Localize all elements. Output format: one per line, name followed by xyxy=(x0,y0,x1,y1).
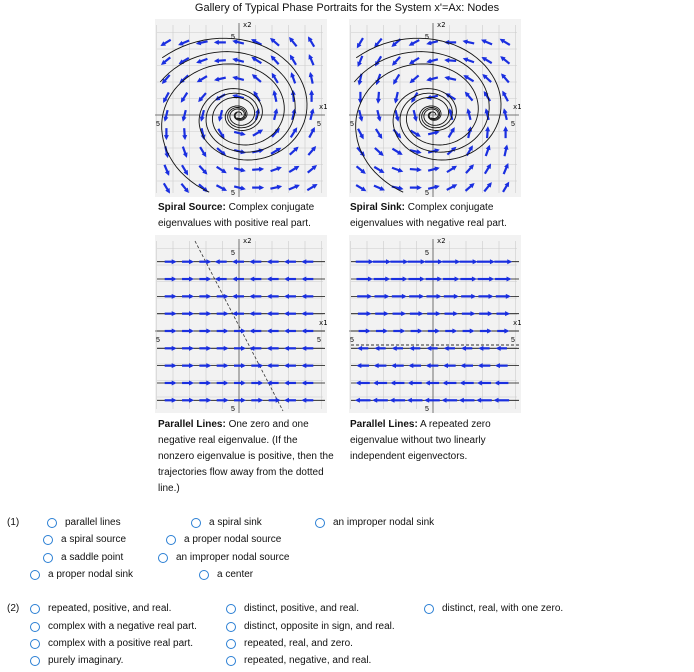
arrowhead xyxy=(356,380,361,385)
radio-icon[interactable] xyxy=(30,639,40,649)
arrowhead xyxy=(259,167,264,172)
arrowhead xyxy=(267,259,272,264)
arrowhead xyxy=(214,77,219,82)
arrowhead xyxy=(373,380,378,385)
arrowhead xyxy=(232,277,237,282)
arrowhead xyxy=(284,346,289,351)
arrowhead xyxy=(182,135,187,140)
q2-option-complex-negative[interactable]: complex with a negative real part. xyxy=(30,621,197,632)
arrowhead xyxy=(172,311,177,316)
arrowhead xyxy=(390,380,395,385)
tick-label: 5 xyxy=(231,190,235,197)
arrowhead xyxy=(503,126,508,131)
arrowhead xyxy=(436,311,441,316)
arrowhead xyxy=(232,94,237,99)
arrowhead xyxy=(240,131,245,136)
arrowhead xyxy=(461,346,466,351)
q2-option-complex-positive[interactable]: complex with a positive real part. xyxy=(30,638,193,649)
grid xyxy=(155,239,325,413)
arrowhead xyxy=(444,76,449,81)
arrowhead xyxy=(504,144,509,149)
arrowhead xyxy=(424,398,429,403)
arrowhead xyxy=(394,98,399,103)
tick-label: 5 xyxy=(350,337,354,344)
arrowhead xyxy=(434,185,439,190)
arrowhead xyxy=(284,398,289,403)
question-1-number: (1) xyxy=(7,517,20,528)
arrowhead xyxy=(485,126,490,131)
q1-option-spiral-source[interactable]: a spiral source xyxy=(43,534,126,545)
arrowhead xyxy=(277,185,282,190)
caption-parallel-lines-2: Parallel Lines: A repeated zero eigenvalue without two linearly independent eigenvectors. xyxy=(350,419,491,462)
q2-option-repeated-zero[interactable]: repeated, real, and zero. xyxy=(226,638,353,649)
arrowhead xyxy=(476,398,481,403)
arrowhead xyxy=(403,259,408,264)
arrowhead xyxy=(409,346,414,351)
arrowhead xyxy=(416,149,421,154)
grid xyxy=(349,23,519,197)
radio-icon[interactable] xyxy=(30,622,40,632)
arrowhead xyxy=(466,108,471,113)
arrowhead xyxy=(206,346,211,351)
arrowhead xyxy=(224,380,229,385)
arrowhead xyxy=(386,259,391,264)
arrowhead xyxy=(284,380,289,385)
arrowhead xyxy=(455,259,460,264)
phase-portrait-parallel-lines-1 xyxy=(155,235,327,413)
tick-label: 5 xyxy=(317,337,321,344)
arrowhead xyxy=(258,398,263,403)
gallery-title: Gallery of Typical Phase Portraits for the System x'=Ax: Nodes xyxy=(194,2,500,14)
arrowhead xyxy=(241,398,246,403)
arrowhead xyxy=(462,40,467,45)
arrowhead xyxy=(367,311,372,316)
radio-icon[interactable] xyxy=(30,604,40,614)
arrowhead xyxy=(241,346,246,351)
arrowhead xyxy=(249,329,254,334)
arrowhead xyxy=(206,277,211,282)
tick-label: 5 xyxy=(156,337,160,344)
arrowhead xyxy=(310,108,315,113)
y-axis-label: x2 xyxy=(243,21,252,29)
phase-portrait-parallel-lines-2 xyxy=(349,235,521,413)
q1-option-spiral-sink[interactable]: a spiral sink xyxy=(191,517,262,528)
arrowhead xyxy=(249,259,254,264)
arrowhead xyxy=(403,277,408,282)
arrowhead xyxy=(267,311,272,316)
arrowhead xyxy=(172,277,177,282)
radio-icon[interactable] xyxy=(191,518,201,528)
arrowhead xyxy=(284,259,289,264)
arrowhead xyxy=(401,311,406,316)
q1-option-proper-nodal-sink[interactable]: a proper nodal sink xyxy=(30,569,133,580)
radio-icon[interactable] xyxy=(226,639,236,649)
arrowhead xyxy=(477,380,482,385)
arrowhead xyxy=(408,380,413,385)
arrowhead xyxy=(309,90,314,95)
arrowhead xyxy=(453,311,458,316)
tick-label: 5 xyxy=(231,34,235,41)
radio-icon[interactable] xyxy=(424,604,434,614)
arrowhead xyxy=(206,311,211,316)
arrowhead xyxy=(438,259,443,264)
arrowhead xyxy=(240,168,245,173)
q1-option-improper-nodal-sink[interactable]: an improper nodal sink xyxy=(315,517,434,528)
arrowhead xyxy=(372,398,377,403)
arrowhead xyxy=(496,346,501,351)
q2-option-distinct-positive[interactable]: distinct, positive, and real. xyxy=(226,603,359,614)
arrowhead xyxy=(470,311,475,316)
arrowhead xyxy=(426,59,431,64)
arrowhead xyxy=(459,398,464,403)
caption-parallel-lines-1: Parallel Lines: One zero and one negative real eigenvalue. (If the nonzero eigenvalue is positive, then the trajectories flow away from the dotted line.) xyxy=(158,419,334,494)
arrowhead xyxy=(390,398,395,403)
arrowhead xyxy=(426,346,431,351)
x-axis-label: x1 xyxy=(513,319,521,327)
q2-option-distinct-opposite[interactable]: distinct, opposite in sign, and real. xyxy=(226,621,395,632)
tick-label: 5 xyxy=(425,406,429,413)
arrowhead xyxy=(206,259,211,264)
q1-option-parallel-lines[interactable]: parallel lines xyxy=(47,517,121,528)
arrowhead xyxy=(434,130,439,135)
arrowhead xyxy=(400,329,405,334)
arrowhead xyxy=(249,277,254,282)
arrowhead xyxy=(490,259,495,264)
arrowhead xyxy=(258,380,263,385)
question-2-number: (2) xyxy=(7,603,20,614)
arrowhead xyxy=(478,346,483,351)
arrowhead xyxy=(392,346,397,351)
arrowhead xyxy=(172,346,177,351)
radio-icon[interactable] xyxy=(47,518,57,528)
arrowhead xyxy=(444,58,449,63)
arrowhead xyxy=(435,329,440,334)
arrowhead xyxy=(241,380,246,385)
arrowhead xyxy=(418,311,423,316)
arrowhead xyxy=(214,58,219,63)
arrowhead xyxy=(358,116,363,121)
arrowhead xyxy=(395,116,400,121)
arrowhead xyxy=(504,329,509,334)
arrowhead xyxy=(505,311,510,316)
arrowhead xyxy=(215,277,220,282)
arrowhead xyxy=(442,380,447,385)
arrowhead xyxy=(507,277,512,282)
tick-label: 5 xyxy=(231,250,235,257)
arrowhead xyxy=(407,398,412,403)
arrowhead xyxy=(413,116,418,121)
arrowhead xyxy=(493,398,498,403)
arrowhead xyxy=(444,346,449,351)
arrowhead xyxy=(214,40,219,45)
caption-spiral-source: Spiral Source: Complex conjugate eigenvalues with positive real part. xyxy=(158,202,315,229)
arrowhead xyxy=(301,398,306,403)
tick-label: 5 xyxy=(156,121,160,128)
radio-icon[interactable] xyxy=(226,604,236,614)
caption-spiral-sink: Spiral Sink: Complex conjugate eigenvalues with negative real part. xyxy=(350,202,507,229)
arrowhead xyxy=(426,40,431,45)
tick-label: 5 xyxy=(425,34,429,41)
q1-option-improper-nodal-source[interactable]: an improper nodal source xyxy=(158,552,289,563)
arrowhead xyxy=(368,277,373,282)
arrowhead xyxy=(224,329,229,334)
trajectory xyxy=(160,52,295,153)
arrowhead xyxy=(417,185,422,190)
arrowhead xyxy=(376,99,381,104)
q2-option-purely-imaginary[interactable]: purely imaginary. xyxy=(30,655,123,666)
q2-option-repeated-positive[interactable]: repeated, positive, and real. xyxy=(30,603,171,614)
arrowhead xyxy=(189,346,194,351)
radio-icon[interactable] xyxy=(226,656,236,666)
arrowhead xyxy=(189,398,194,403)
arrowhead xyxy=(487,329,492,334)
tick-label: 5 xyxy=(231,406,235,413)
x-axis-label: x1 xyxy=(319,103,327,111)
arrowhead xyxy=(172,259,177,264)
arrowhead xyxy=(249,311,254,316)
y-axis-label: x2 xyxy=(437,237,446,245)
q1-option-saddle-point[interactable]: a saddle point xyxy=(43,552,123,563)
arrowhead xyxy=(488,311,493,316)
tick-label: 5 xyxy=(511,337,515,344)
arrowhead xyxy=(377,116,382,121)
arrowhead xyxy=(494,380,499,385)
arrowhead xyxy=(452,329,457,334)
arrowhead xyxy=(240,186,245,191)
arrowhead xyxy=(189,329,194,334)
arrowhead xyxy=(182,116,187,121)
arrowhead xyxy=(206,380,211,385)
arrowhead xyxy=(455,277,460,282)
arrowhead xyxy=(232,76,237,81)
arrowhead xyxy=(164,135,169,140)
arrowhead xyxy=(309,72,314,77)
arrowhead xyxy=(241,329,246,334)
arrowhead xyxy=(224,398,229,403)
arrowhead xyxy=(206,329,211,334)
arrowhead xyxy=(472,277,477,282)
arrowhead xyxy=(200,116,205,121)
q1-option-center[interactable]: a center xyxy=(199,569,253,580)
arrowhead xyxy=(163,116,168,121)
arrowhead xyxy=(284,311,289,316)
arrowhead xyxy=(301,259,306,264)
radio-icon[interactable] xyxy=(30,570,40,580)
radio-icon[interactable] xyxy=(43,553,53,563)
q2-option-repeated-negative[interactable]: repeated, negative, and real. xyxy=(226,655,371,666)
arrowhead xyxy=(267,346,272,351)
arrowhead xyxy=(259,185,264,190)
arrowhead xyxy=(301,329,306,334)
trajectory xyxy=(162,64,285,192)
arrowhead xyxy=(355,398,360,403)
arrowhead xyxy=(358,80,363,85)
arrowhead xyxy=(366,329,371,334)
arrowhead xyxy=(357,346,362,351)
arrowhead xyxy=(426,77,431,82)
grid xyxy=(155,23,325,197)
arrowhead xyxy=(489,277,494,282)
y-axis-label: x2 xyxy=(243,237,252,245)
arrowhead xyxy=(284,329,289,334)
arrowhead xyxy=(267,329,272,334)
tick-label: 5 xyxy=(425,250,429,257)
arrowhead xyxy=(206,398,211,403)
arrowhead xyxy=(473,259,478,264)
arrowhead xyxy=(189,380,194,385)
arrowhead xyxy=(437,277,442,282)
arrowhead xyxy=(503,108,508,113)
arrowhead xyxy=(383,329,388,334)
arrowhead xyxy=(470,329,475,334)
arrowhead xyxy=(434,167,439,172)
radio-icon[interactable] xyxy=(226,622,236,632)
radio-icon[interactable] xyxy=(30,656,40,666)
arrowhead xyxy=(172,329,177,334)
arrowhead xyxy=(385,277,390,282)
radio-icon[interactable] xyxy=(199,570,209,580)
arrowhead xyxy=(232,58,237,63)
arrowhead xyxy=(442,398,447,403)
x-axis-label: x1 xyxy=(513,103,521,111)
q2-option-distinct-one-zero[interactable]: distinct, real, with one zero. xyxy=(424,603,563,614)
radio-icon[interactable] xyxy=(43,535,53,545)
arrowhead xyxy=(301,277,306,282)
arrowhead xyxy=(218,116,223,121)
grid xyxy=(349,239,519,413)
arrowhead xyxy=(172,398,177,403)
arrowhead xyxy=(369,259,374,264)
arrowhead xyxy=(232,259,237,264)
tick-label: 5 xyxy=(317,121,321,128)
arrowhead xyxy=(507,259,512,264)
arrowhead xyxy=(301,346,306,351)
arrowhead xyxy=(460,380,465,385)
arrowhead xyxy=(420,277,425,282)
arrowhead xyxy=(189,311,194,316)
arrowhead xyxy=(374,346,379,351)
y-axis-label: x2 xyxy=(437,21,446,29)
arrowhead xyxy=(384,311,389,316)
phase-portrait-spiral-source xyxy=(155,19,327,197)
arrowhead xyxy=(292,108,297,113)
tick-label: 5 xyxy=(350,121,354,128)
arrowhead xyxy=(189,277,194,282)
arrowhead xyxy=(301,380,306,385)
phase-portrait-spiral-sink xyxy=(349,19,521,197)
radio-icon[interactable] xyxy=(166,535,176,545)
arrowhead xyxy=(172,380,177,385)
x-axis-label: x1 xyxy=(319,319,327,327)
arrowhead xyxy=(301,311,306,316)
arrowhead xyxy=(421,259,426,264)
tick-label: 5 xyxy=(425,190,429,197)
radio-icon[interactable] xyxy=(315,518,325,528)
arrowhead xyxy=(215,259,220,264)
radio-icon[interactable] xyxy=(158,553,168,563)
q1-option-proper-nodal-source[interactable]: a proper nodal source xyxy=(166,534,281,545)
arrowhead xyxy=(189,259,194,264)
arrowhead xyxy=(417,167,422,172)
arrowhead xyxy=(284,277,289,282)
arrowhead xyxy=(267,277,272,282)
arrowhead xyxy=(418,329,423,334)
trajectory xyxy=(356,64,479,192)
arrowhead xyxy=(273,108,278,113)
arrowhead xyxy=(232,311,237,316)
arrowhead xyxy=(425,380,430,385)
arrowhead xyxy=(224,346,229,351)
arrowhead xyxy=(224,311,229,316)
arrowhead xyxy=(272,90,277,95)
tick-label: 5 xyxy=(511,121,515,128)
